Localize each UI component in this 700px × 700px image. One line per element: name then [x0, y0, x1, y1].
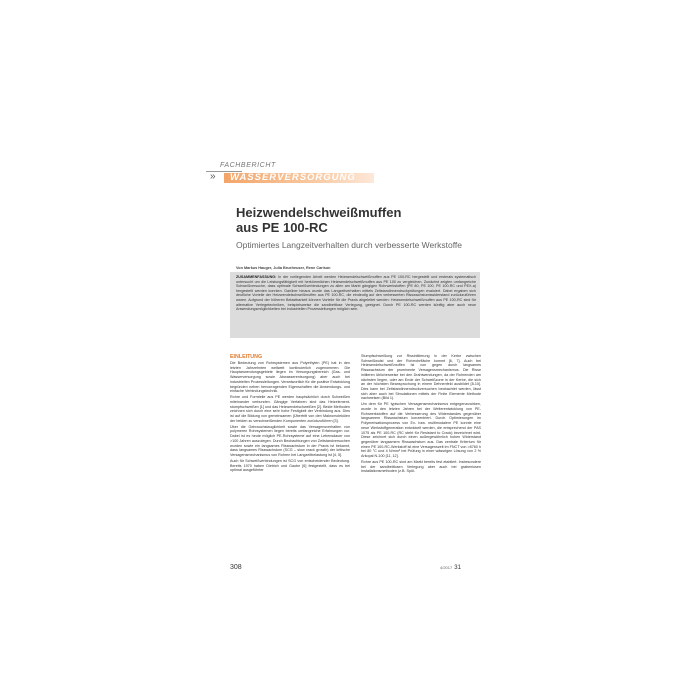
paragraph: Die Bedeutung von Rohrsystemen aus Polyethylen (PE) hat in den letzten Jahrzehnten weltweit kontinuierlich zugenommen. Die Hauptanwendungsgebiete liegen im Versorgungsbereich (Gas- und Wasserversorgung sowie Abwasserentsorgung) aber auch bei industriellen Prozessleitungen. Verantwortlich für die positive Entwicklung begründen neben hervorragenden Eigenschaften die Anwendungs- und einfache Verbindungstechnik. — [230, 361, 350, 394]
article-subtitle: Optimiertes Langzeitverhalten durch verbesserte Werkstoffe — [236, 240, 462, 250]
paragraph: Um dem für PE typischen Versagensmechanismus entgegenzuwirken, wurde in den letzten Jahren bei der Weiterentwicklung von PE-Rohrwerkstoffen auf die Verbesserung des Widerstandes gegenüber langsamem Risswachstum konzentriert. Durch Optimierungen im Polymerisationsprozess von Ex- bzw. multimodalem PE konnte eine neue Werkstoffgeneration entwickelt werden, die entsprechend der PAS 1075 als PE 100-RC (RC steht für Resistant to Crack) bezeichnet wird. Diese zeichnet sich durch einen außergewöhnlich hohen Widerstand gegenüber langsamem Risswachstum aus. Das zentrale Kriterium für einen PE 100-RC-Werkstoff ist eine Versagenszeit im FNCT von >8760 h bei 80 °C und 4 N/mm² bei Prüfung in einer wässrigen Lösung von 2 % Arkopal N-100 [11, 12]. — [361, 402, 481, 459]
issue-label: 4/2017 — [440, 565, 453, 570]
paragraph: Auch für Schweißverbindungen ist SCG von entscheidender Bedeutung. Bereits 1970 haben Dietrich und Gaube [6] festgestellt, dass es bei optimal ausgeführter — [230, 458, 350, 473]
section-tag-label: WASSERVERSORGUNG — [230, 172, 356, 183]
page-number-right: 31 — [454, 565, 461, 571]
summary-text: In der vorliegenden Arbeit werden Heizwendelschweißmuffen aus PE 100-RC hergestellt und erstmals systematisch untersucht um die Leistungsfähigkeit mit herkömmlichen Heizwendelschweißmuffen aus PE 100 zu vergleichen. Zunächst zeigten umfangreiche Schweißversuche, dass optimale Schweißverbindungen zu allen am Markt gängigen Rohrwerkstoffen (PE 80, PE 100, PE 100-RC und PEX-a) hergestellt werden konnten. Darüber hinaus wurde das Langzeitverhalten mittels Zeitstandinnendruckprüfungen evaluiert. Dabei ergaben sich deutliche Vorteile der Heizwendelschweißmuffen aus PE 100-RC, die eindeutig auf den verbesserten Risswachstumswiderstand zurückzuführen waren. Aufgrund der höheren Belastbarkeit können Vorteile für die Praxis abgeleitet werden: Heizwendelschweißmuffen aus PE 100-RC sind für alternative Verlegetechniken, beispielsweise die sandbettlose Verlegung, geeignet. Durch PE 100-RC werden künftig aber auch neue Anwendungsmöglichkeiten bei industriellen Prozessleitungen möglich sein. — [236, 275, 476, 312]
section-tag-superscript: FACHBERICHT — [220, 162, 276, 169]
article-title — [236, 205, 536, 235]
body-column-left — [230, 354, 350, 474]
section-heading: EINLEITUNG — [230, 354, 263, 360]
body-column-right — [361, 354, 481, 475]
summary-box — [230, 272, 480, 338]
article-authors: Von Markus Hauger, Julia Brueheuser, Rene Carlson — [236, 266, 331, 270]
chevron-icon: » — [210, 171, 216, 182]
paragraph: Stumpfschweißung zur Rissinitiierung in der Kerbe zwischen Schweißwulst und der Rohrrohrfläche kommt [6, 7]. Auch bei Heizwendelschweißmuffen ist von gegen durch langsames Risswachstum der prominente Versagensmechanismus. Die Risse initiieren üblicherweise bei den Drahtwendungen, da der Rohrenden am nächsten liegen, oder am Ende der Schweißzone in der Kerbe, die sich an der höchsten Beanspruchung in einem Dehnenfeld ausbildet [8-10]. Dies kann bei Zeitstandinnendruckversuchen beobachtet werden, lässt sich aber auch bei Simulationen mittels der Finite Elemente Methode nachweisen (Bild 1). — [361, 354, 481, 401]
page-number-left: 308 — [230, 564, 242, 571]
page-folio-right — [440, 565, 461, 571]
paragraph: Über die Gebrauchstauglichkeit sowie das Versagensverhalten von polymeren Rohrsystemen liegen bereits umfangreiche Erfahrungen vor. Dabei ist es heute möglich PE-Rohrsysteme auf eine Lebensdauer von >100 Jahren auszulegen. Durch Beobachtungen von Zeitstandversuchen wurden sowie ein langsames Risswachstum in der Praxis ist bekannt, dass langsames Risswachstum (SCG – slow crack growth) der kritische Versagensmechanismus von Rohren bei Langzeitbelastung ist [4, 5]. — [230, 424, 350, 457]
paragraph: Rohre aus PE 100-RC sind am Markt bereits fest etabliert. Insbesondere bei der sandbettlosen Verlegung aber auch bei grabenlosen Installationsmethoden (z.B. Spül- — [361, 460, 481, 474]
article-title-line-1: Heizwendelschweißmuffen — [236, 205, 402, 220]
paragraph: Rohre und Formteile aus PE werden hauptsächlich durch Schweißen miteinander verbunden. Gängige Verfahren sind das Heizelement-stumpfschweißen [1] und das Heizwendelschweißen [2]. Beide Methoden zeichnen sich durch eine sehr hohe Festigkeit der Verbindung aus. Dies ist auf die Bildung von gemeinsamen (Übertritt von den Makromolekülen der beiden zu verschweißenden Komponenten zurückzuführen [3]. — [230, 395, 350, 423]
summary-text-block — [236, 275, 476, 312]
summary-label: ZUSAMMENFASSUNG: — [236, 275, 277, 279]
section-tag — [206, 162, 376, 184]
article-title-line-2: aus PE 100-RC — [236, 220, 328, 235]
